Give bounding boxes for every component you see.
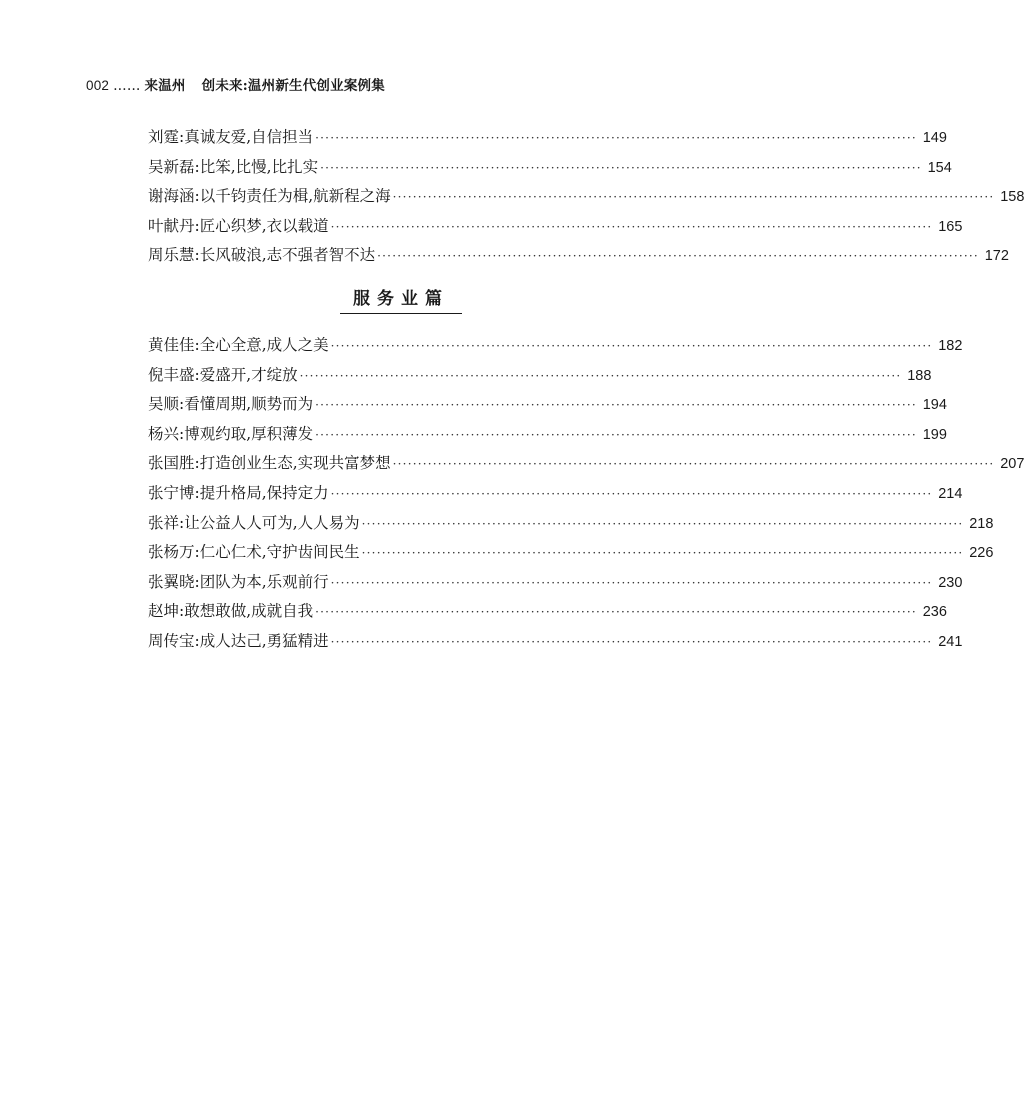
toc-entry-page: 207 bbox=[1000, 456, 1024, 473]
toc-entry-title: 张宁博:提升格局,保持定力 bbox=[148, 483, 329, 502]
toc-group-1 bbox=[148, 123, 1024, 271]
toc-entry-title: 谢海涵:以千钧责任为楫,航新程之海 bbox=[148, 187, 391, 206]
toc-entry[interactable] bbox=[148, 212, 963, 242]
toc-entry-page: 194 bbox=[922, 397, 947, 414]
toc-dot-leader: ························································································································ bbox=[330, 575, 933, 590]
toc-entry[interactable] bbox=[148, 568, 963, 598]
toc-entry-page: 158 bbox=[1000, 189, 1024, 206]
toc-entry-title: 倪丰盛:爱盛开,才绽放 bbox=[148, 365, 298, 384]
toc-entry-title: 吴顺:看懂周期,顺势而为 bbox=[148, 395, 314, 414]
toc-entry[interactable] bbox=[148, 182, 1024, 212]
toc-dot-leader: ························································································································ bbox=[330, 486, 933, 501]
toc-entry-page: 172 bbox=[984, 248, 1009, 265]
toc-entry-page: 214 bbox=[938, 485, 963, 502]
toc-entry[interactable] bbox=[148, 390, 947, 420]
toc-entry-page: 154 bbox=[927, 159, 952, 176]
toc-entry-title: 赵坤:敢想敢做,成就自我 bbox=[148, 602, 314, 621]
toc-dot-leader: ························································································································ bbox=[330, 339, 933, 353]
toc-entry[interactable] bbox=[148, 597, 947, 627]
toc-dot-leader: ························································································································ bbox=[320, 160, 922, 175]
toc-entry[interactable] bbox=[148, 361, 932, 391]
toc-dot-leader: ························································································································ bbox=[392, 190, 995, 205]
toc-entry-title: 黄佳佳:全心全意,成人之美 bbox=[148, 336, 329, 354]
toc-dot-leader: ························································································································ bbox=[315, 605, 917, 620]
toc-entry[interactable] bbox=[148, 627, 963, 657]
toc-group-2 bbox=[148, 331, 1024, 657]
book-subtitle: 创未来:温州新生代创业案例集 bbox=[201, 78, 385, 94]
toc-entry-page: 165 bbox=[938, 218, 963, 235]
toc-entry-title: 杨兴:博观约取,厚积薄发 bbox=[148, 424, 314, 443]
toc-entry-page: 149 bbox=[922, 130, 947, 146]
toc-entry[interactable] bbox=[148, 509, 994, 539]
running-head-dots: …… bbox=[113, 78, 141, 94]
toc-entry[interactable] bbox=[148, 123, 947, 153]
toc-entry-title: 周传宝:成人达己,勇猛精进 bbox=[148, 631, 329, 650]
toc-dot-leader: ························································································································ bbox=[299, 368, 902, 383]
toc-entry-page: 182 bbox=[938, 338, 963, 354]
toc-entry[interactable] bbox=[148, 479, 963, 509]
toc-entry-page: 226 bbox=[969, 545, 994, 562]
section-heading: 服务业篇 bbox=[340, 284, 462, 314]
toc-dot-leader: ························································································································ bbox=[361, 546, 964, 561]
toc-entry-title: 张翼晓:团队为本,乐观前行 bbox=[148, 572, 329, 591]
toc-entry-page: 218 bbox=[969, 515, 994, 532]
page-number: 002 bbox=[86, 78, 110, 93]
toc-dot-leader: ························································································································ bbox=[315, 398, 917, 413]
toc-dot-leader: ························································································································ bbox=[330, 219, 933, 234]
toc-entry-title: 刘霆:真诚友爱,自信担当 bbox=[148, 128, 314, 146]
toc-dot-leader: ························································································································ bbox=[361, 516, 964, 531]
toc-entry[interactable] bbox=[148, 420, 947, 450]
toc-dot-leader: ························································································································ bbox=[315, 427, 917, 442]
toc-entry-page: 241 bbox=[938, 633, 963, 650]
toc-entry-title: 叶献丹:匠心织梦,衣以载道 bbox=[148, 216, 329, 235]
toc-dot-leader: ························································································································ bbox=[330, 634, 933, 649]
toc-entry[interactable] bbox=[148, 449, 1024, 479]
toc-dot-leader: ························································································································ bbox=[377, 249, 979, 264]
toc-entry-page: 199 bbox=[922, 426, 947, 443]
book-title: 来温州 bbox=[144, 78, 186, 94]
toc-entry-title: 周乐慧:长风破浪,志不强者智不达 bbox=[148, 246, 376, 265]
toc-dot-leader: ························································································································ bbox=[392, 457, 995, 472]
toc-entry-title: 张祥:让公益人人可为,人人易为 bbox=[148, 513, 360, 532]
toc-entry[interactable] bbox=[148, 331, 963, 361]
toc-entry[interactable] bbox=[148, 241, 1009, 271]
toc-entry-page: 188 bbox=[907, 367, 932, 384]
toc-entry[interactable] bbox=[148, 153, 952, 183]
toc-entry-page: 236 bbox=[922, 604, 947, 621]
toc-entry-title: 张杨万:仁心仁术,守护齿间民生 bbox=[148, 543, 360, 562]
toc-entry-title: 张国胜:打造创业生态,实现共富梦想 bbox=[148, 454, 391, 473]
toc-entry[interactable] bbox=[148, 538, 994, 568]
toc-entry-title: 吴新磊:比笨,比慢,比扎实 bbox=[148, 157, 319, 176]
running-head bbox=[86, 74, 385, 94]
toc-entry-page: 230 bbox=[938, 574, 963, 591]
toc-dot-leader: ························································································································ bbox=[315, 131, 917, 145]
